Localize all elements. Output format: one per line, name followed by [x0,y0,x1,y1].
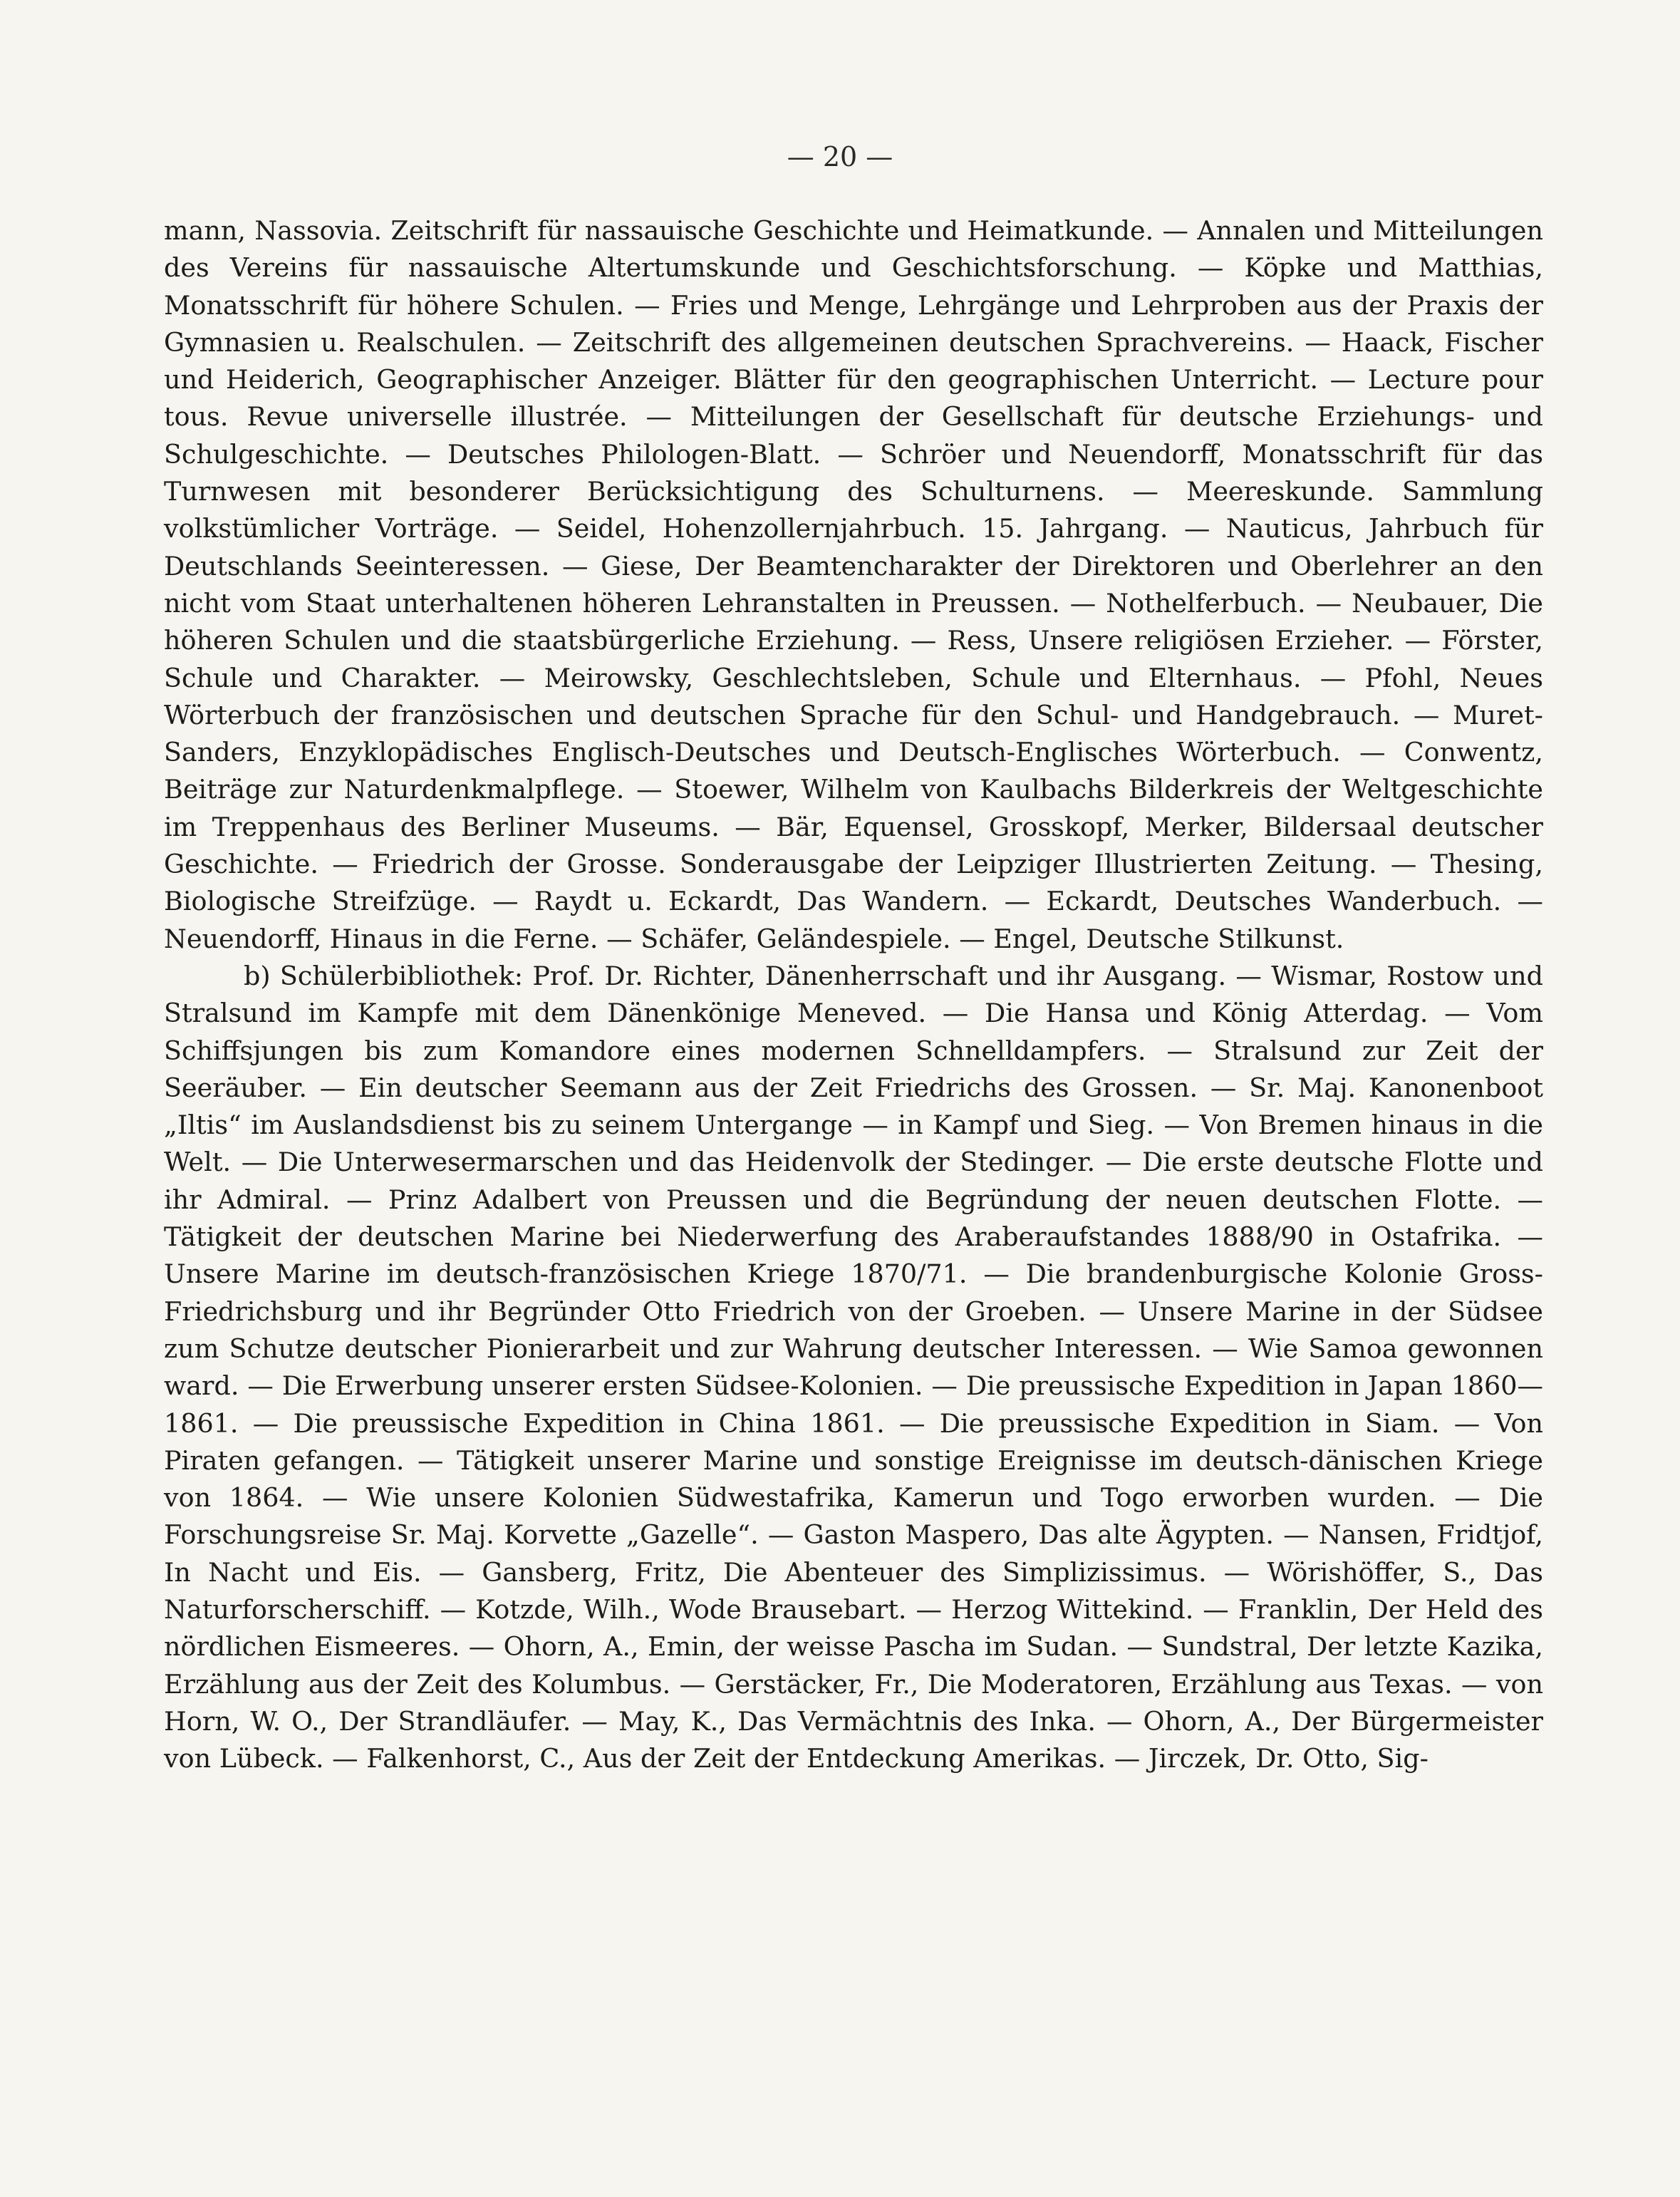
paragraph-student-library: b) Schülerbibliothek: Prof. Dr. Richter, Dänenherrschaft und ihr Ausgang. — Wismar, Rostow und Stralsund im Kampfe mit dem Dänenkönige Meneved. — Die Hansa und König Atterdag. — Vom Schiffsjungen bis zum Komandore eines modernen Schnelldampfers. — Stralsund zur Zeit der Seeräuber. — Ein deutscher Seemann aus der Zeit Friedrichs des Grossen. — Sr. Maj. Kanonenboot „Iltis“ im Auslandsdienst bis zu seinem Untergange — in Kampf und Sieg. — Von Bremen hinaus in die Welt. — Die Unterwesermarschen und das Heidenvolk der Stedinger. — Die erste deutsche Flotte und ihr Admiral. — Prinz Adalbert von Preussen und die Begründung der neuen deutschen Flotte. — Tätigkeit der deutschen Marine bei Niederwerfung des Araberaufstandes 1888/90 in Ostafrika. — Unsere Marine im deutsch-französischen Kriege 1870/71. — Die brandenburgische Kolonie Gross-Friedrichsburg und ihr Begründer Otto Friedrich von der Groeben. — Unsere Marine in der Südsee zum Schutze deutscher Pionierarbeit und zur Wahrung deutscher Interessen. — Wie Samoa gewonnen ward. — Die Erwerbung unserer ersten Südsee-Kolonien. — Die preussische Expedition in Japan 1860—1861. — Die preussische Expedition in China 1861. — Die preussische Expedition in Siam. — Von Piraten gefangen. — Tätigkeit unserer Marine und sonstige Ereignisse im deutsch-dänischen Kriege von 1864. — Wie unsere Kolonien Südwestafrika, Kamerun und Togo erworben wurden. — Die Forschungsreise Sr. Maj. Korvette „Gazelle“. — Gaston Maspero, Das alte Ägypten. — Nansen, Fridtjof, In Nacht und Eis. — Gansberg, Fritz, Die Abenteuer des Simplizissimus. — Wörishöffer, S., Das Naturforscherschiff. — Kotzde, Wilh., Wode Brausebart. — Herzog Wittekind. — Franklin, Der Held des nördlichen Eismeeres. — Ohorn, A., Emin, der weisse Pascha im Sudan. — Sundstral, Der letzte Kazika, Erzählung aus der Zeit des Kolumbus. — Gerstäcker, Fr., Die Moderatoren, Erzählung aus Texas. — von Horn, W. O., Der Strandläufer. — May, K., Das Vermächtnis des Inka. — Ohorn, A., Der Bürgermeister von Lübeck. — Falkenhorst, C., Aus der Zeit der Entdeckung Amerikas. — Jirczek, Dr. Otto, Sig- [164,960,1543,1774]
paragraph-periodicals: mann, Nassovia. Zeitschrift für nassauische Geschichte und Heimatkunde. — Annalen und Mitteilungen des Vereins für nassauische Altertumskunde und Geschichtsforschung. — Köpke und Matthias, Monatsschrift für höhere Schulen. — Fries und Menge, Lehrgänge und Lehrproben aus der Praxis der Gymnasien u. Realschulen. — Zeitschrift des allgemeinen deutschen Sprachvereins. — Haack, Fischer und Heiderich, Geographischer Anzeiger. Blätter für den geographischen Unterricht. — Lecture pour tous. Revue universelle illustrée. — Mitteilungen der Gesellschaft für deutsche Erziehungs- und Schulgeschichte. — Deutsches Philologen-Blatt. — Schröer und Neuendorff, Monatsschrift für das Turnwesen mit besonderer Berücksichtigung des Schulturnens. — Meereskunde. Sammlung volkstümlicher Vorträge. — Seidel, Hohenzollernjahrbuch. 15. Jahrgang. — Nauticus, Jahrbuch für Deutschlands Seeinteressen. — Giese, Der Beamtencharakter der Direktoren und Oberlehrer an den nicht vom Staat unterhaltenen höheren Lehranstalten in Preussen. — Nothelferbuch. — Neubauer, Die höheren Schulen und die staatsbürgerliche Erziehung. — Ress, Unsere religiösen Erzieher. — Förster, Schule und Charakter. — Meirowsky, Geschlechtsleben, Schule und Elternhaus. — Pfohl, Neues Wörterbuch der französischen und deutschen Sprache für den Schul- und Handgebrauch. — Muret-Sanders, Enzyklopädisches Englisch-Deutsches und Deutsch-Englisches Wörterbuch. — Conwentz, Beiträge zur Naturdenkmalpflege. — Stoewer, Wilhelm von Kaulbachs Bilderkreis der Weltgeschichte im Treppenhaus des Berliner Museums. — Bär, Equensel, Grosskopf, Merker, Bildersaal deutscher Geschichte. — Friedrich der Grosse. Sonderausgabe der Leipziger Illustrierten Zeitung. — Thesing, Biologische Streifzüge. — Raydt u. Eckardt, Das Wandern. — Eckardt, Deutsches Wanderbuch. — Neuendorff, Hinaus in die Ferne. — Schäfer, Geländespiele. — Engel, Deutsche Stilkunst. [164,215,1543,954]
body-text [164,212,1543,1777]
page-number: — 20 — [787,141,893,172]
